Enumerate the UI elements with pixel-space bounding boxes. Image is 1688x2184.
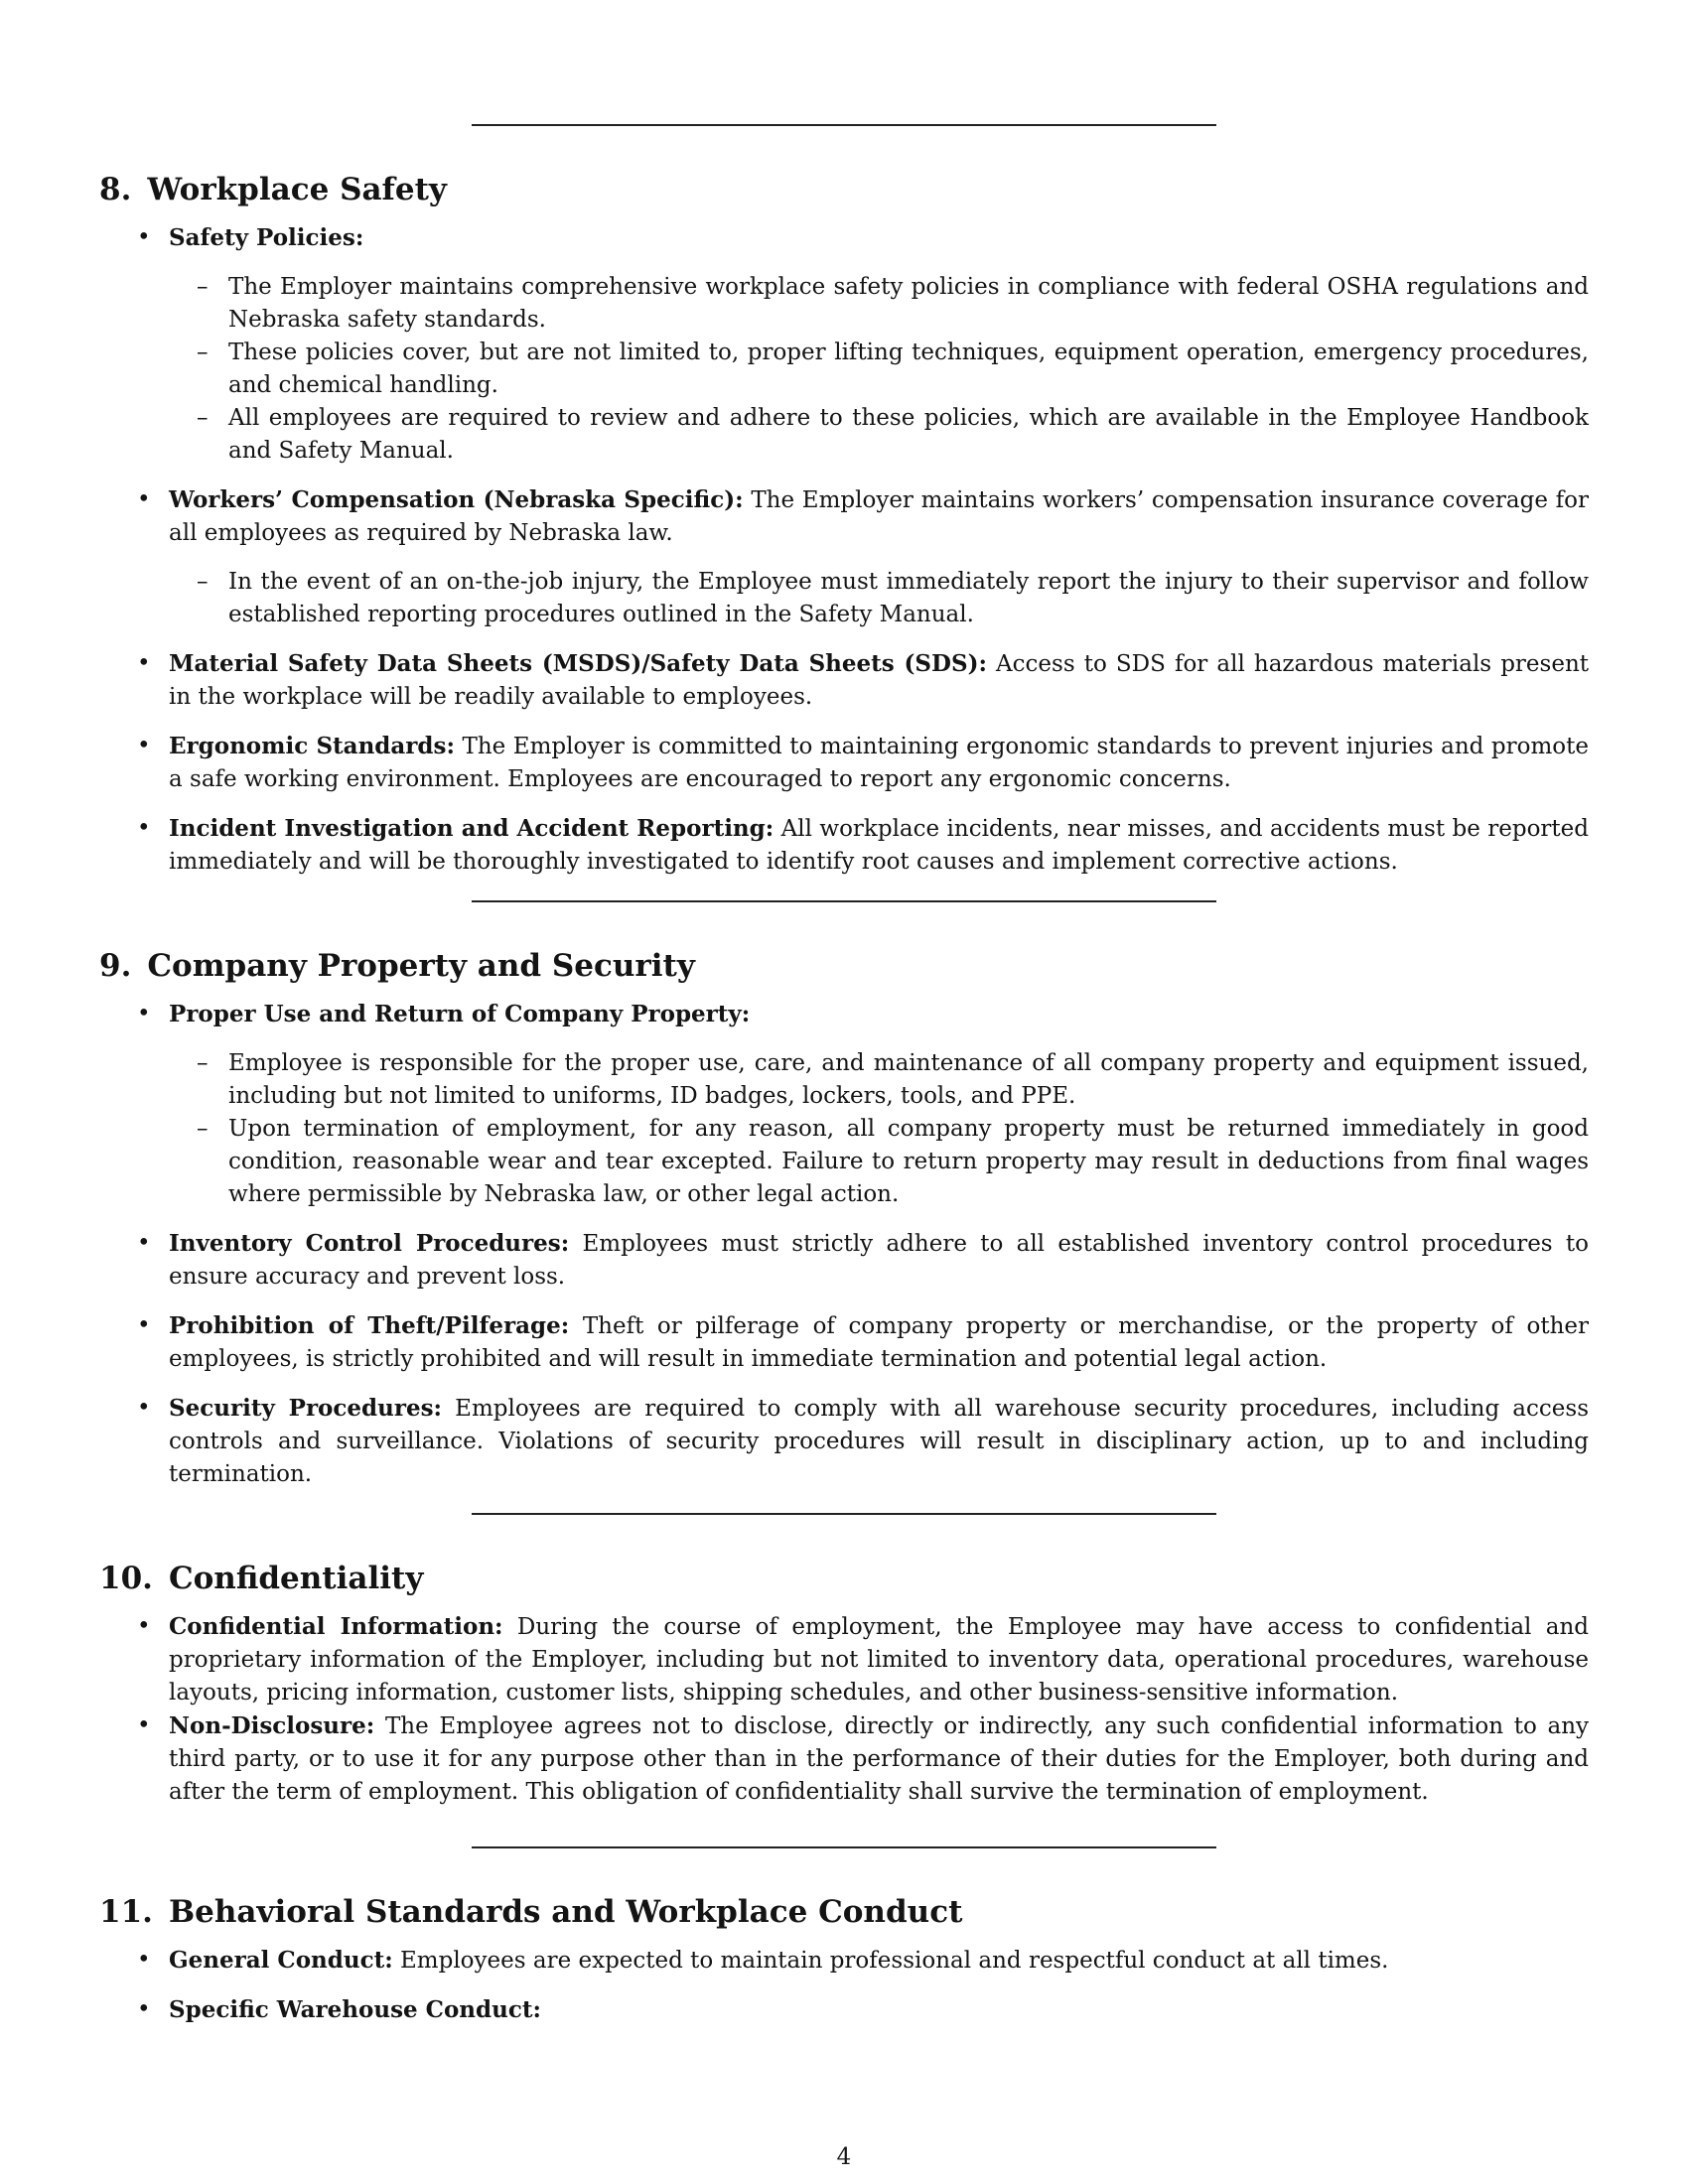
sub-list xyxy=(169,271,1589,468)
list-item: • Security Procedures: Employees are required to comply with all warehouse security procedures, including access controls and surveillance. Violations of security procedures will result in disciplinary action, up to and including termination. xyxy=(99,1392,1589,1491)
sub-list xyxy=(169,566,1589,631)
section-heading-confidentiality: 10. Confidentiality xyxy=(99,1561,424,1596)
behavioral-standards-list xyxy=(99,1944,1589,2027)
list-item: • Incident Investigation and Accident Reporting: All workplace incidents, near misses, and accidents must be reported immediately and will be thoroughly investigated to identify root causes and implement corrective actions. xyxy=(99,812,1589,879)
sub-list xyxy=(169,1047,1589,1211)
sub-list-item: – In the event of an on-the-job injury, the Employee must immediately report the injury to their supervisor and follow established reporting procedures outlined in the Safety Manual. xyxy=(169,566,1589,631)
sub-list-item: – These policies cover, but are not limited to, proper lifting techniques, equipment operation, emergency procedures, and chemical handling. xyxy=(169,337,1589,402)
list-item: • Non-Disclosure: The Employee agrees not to disclose, directly or indirectly, any such confidential information to any third party, or to use it for any purpose other than in the performance of their duties for the Employer, both during and after the term of employment. This obligation of confidentiality shall survive the termination of employment. xyxy=(99,1709,1589,1809)
section-heading-behavioral-standards: 11. Behavioral Standards and Workplace Conduct xyxy=(99,1894,963,1930)
section-heading-company-property: 9. Company Property and Security xyxy=(99,948,695,984)
sub-list-item: – The Employer maintains comprehensive workplace safety policies in compliance with federal OSHA regulations and Nebraska safety standards. xyxy=(169,271,1589,337)
list-item: • Proper Use and Return of Company Property: – Employee is responsible for the proper use, care, and maintenance of all company property and equipment issued, including but not limited to uniforms, ID badges, lockers, tools, and PPE. – Upon termination of employment, for any reason, all company property must be returned immediately in good condition, reasonable wear and tear excepted. Failure to return property may result in deductions from final wages where permissible by Nebraska law, or other legal action. xyxy=(99,998,1589,1211)
document-page xyxy=(99,0,1589,2043)
section-divider xyxy=(472,1846,1216,1848)
list-item: • Inventory Control Procedures: Employees must strictly adhere to all established inventory control procedures to ensure accuracy and prevent loss. xyxy=(99,1227,1589,1294)
list-item: • Workers’ Compensation (Nebraska Specific): The Employer maintains workers’ compensation insurance coverage for all employees as required by Nebraska law. – In the event of an on-the-job injury, the Employee must immediately report the injury to their supervisor and follow established reporting procedures outlined in the Safety Manual. xyxy=(99,483,1589,631)
list-item: • Specific Warehouse Conduct: xyxy=(99,1993,1589,2027)
page-number: 4 xyxy=(836,2144,852,2170)
list-item: • Prohibition of Theft/Pilferage: Theft or pilferage of company property or merchandise, or the property of other employees, is strictly prohibited and will result in immediate termination and potential legal action. xyxy=(99,1309,1589,1376)
section-heading-workplace-safety: 8. Workplace Safety xyxy=(99,172,447,207)
sub-list-item: – Employee is responsible for the proper use, care, and maintenance of all company property and equipment issued, including but not limited to uniforms, ID badges, lockers, tools, and PPE. xyxy=(169,1047,1589,1113)
confidentiality-list xyxy=(99,1610,1589,1809)
list-item: • Confidential Information: During the course of employment, the Employee may have access to confidential and proprietary information of the Employer, including but not limited to inventory data, operational procedures, warehouse layouts, pricing information, customer lists, shipping schedules, and other business-sensitive information. xyxy=(99,1610,1589,1709)
list-item: • Safety Policies: – The Employer maintains comprehensive workplace safety policies in compliance with federal OSHA regulations and Nebraska safety standards. – These policies cover, but are not limited to, proper lifting techniques, equipment operation, emergency procedures, and chemical handling. – All employees are required to review and adhere to these policies, which are available in the Employee Handbook and Safety Manual. xyxy=(99,221,1589,468)
list-item: • Ergonomic Standards: The Employer is committed to maintaining ergonomic standards to prevent injuries and promote a safe working environment. Employees are encouraged to report any ergonomic concerns. xyxy=(99,730,1589,796)
sub-list-item: – All employees are required to review and adhere to these policies, which are available in the Employee Handbook and Safety Manual. xyxy=(169,402,1589,468)
section-divider xyxy=(472,124,1216,126)
list-item: • Material Safety Data Sheets (MSDS)/Safety Data Sheets (SDS): Access to SDS for all hazardous materials present in the workplace will be readily available to employees. xyxy=(99,647,1589,714)
workplace-safety-list xyxy=(99,221,1589,879)
company-property-list xyxy=(99,998,1589,1491)
sub-list-item: – Upon termination of employment, for any reason, all company property must be returned immediately in good condition, reasonable wear and tear excepted. Failure to return property may result in deductions from final wages where permissible by Nebraska law, or other legal action. xyxy=(169,1113,1589,1211)
section-divider xyxy=(472,1513,1216,1515)
section-divider xyxy=(472,900,1216,902)
list-item: • General Conduct: Employees are expected to maintain professional and respectful conduct at all times. xyxy=(99,1944,1589,1978)
